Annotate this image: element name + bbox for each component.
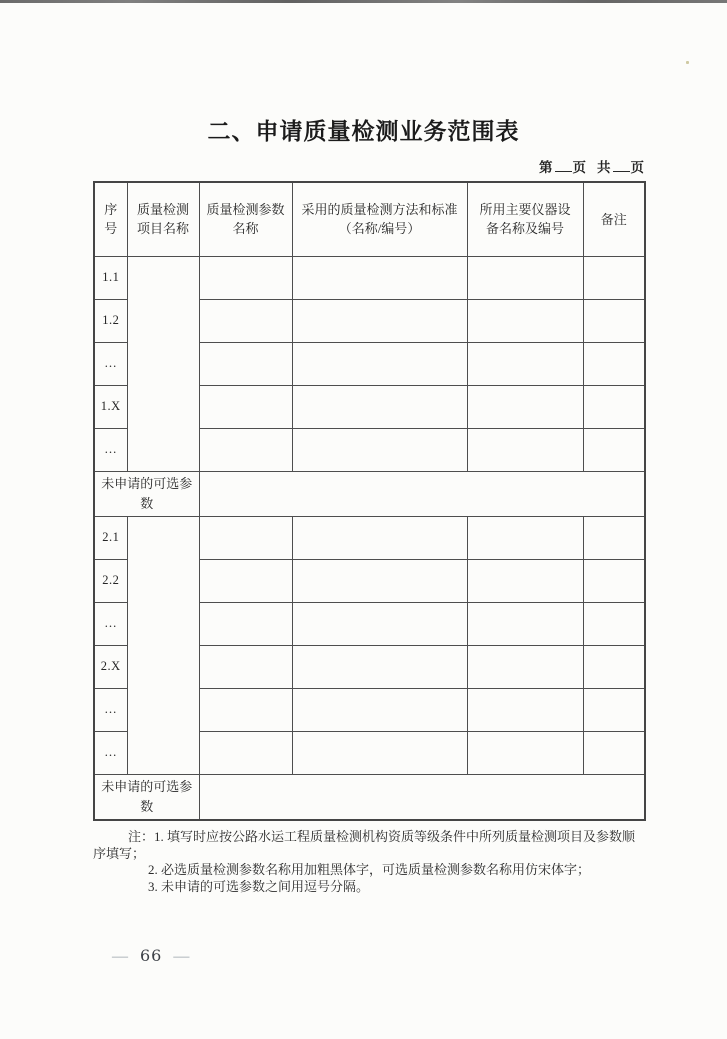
column-header-equipment xyxy=(467,182,583,256)
method-standard-cell xyxy=(292,385,467,428)
table-header-row xyxy=(94,182,645,256)
equipment-cell xyxy=(467,342,583,385)
parameter-name-cell xyxy=(199,559,292,602)
parameter-name-cell xyxy=(199,688,292,731)
page-counter-first-label: 第 xyxy=(539,160,554,175)
header-line: （名称/编号） xyxy=(338,221,421,237)
equipment-cell xyxy=(467,731,583,774)
remarks-cell xyxy=(583,385,645,428)
table-row xyxy=(94,256,645,299)
note-line: 2. 必选质量检测参数名称用加粗黑体字，可选质量检测参数名称用仿宋体字； xyxy=(148,862,591,877)
header-line: 备名称及编号 xyxy=(485,221,564,237)
row-number-cell: 1.X xyxy=(94,385,127,428)
page-number-footer xyxy=(101,946,201,966)
page-counter-of-label: 共 xyxy=(597,160,612,175)
header-line: 号 xyxy=(104,221,118,237)
header-line: 项目名称 xyxy=(136,221,189,237)
row-number-cell: 1.1 xyxy=(94,256,127,299)
page-number-blank xyxy=(555,159,572,172)
equipment-cell xyxy=(467,385,583,428)
parameter-name-cell xyxy=(199,428,292,471)
header-line: 名称 xyxy=(232,221,259,237)
column-header-project-name xyxy=(127,182,199,256)
remarks-cell xyxy=(583,688,645,731)
row-number-cell: 2.2 xyxy=(94,559,127,602)
header-line: 备注 xyxy=(600,211,627,227)
parameter-name-cell xyxy=(199,299,292,342)
remarks-cell xyxy=(583,602,645,645)
note-line: 注：1. 填写时应按公路水运工程质量检测机构资质等级条件中所列质量检测项目及参数顺 xyxy=(128,829,636,844)
optional-params-label-cell: 未申请的可选参数 xyxy=(94,471,199,516)
column-header-remarks xyxy=(583,182,645,256)
parameter-name-cell xyxy=(199,602,292,645)
equipment-cell xyxy=(467,688,583,731)
method-standard-cell xyxy=(292,559,467,602)
equipment-cell xyxy=(467,299,583,342)
equipment-cell xyxy=(467,602,583,645)
optional-params-value-cell xyxy=(199,471,645,516)
column-header-parameter-name xyxy=(199,182,292,256)
footer-page-number: 66 xyxy=(140,946,163,965)
equipment-cell xyxy=(467,516,583,559)
business-scope-table xyxy=(93,181,646,821)
row-number-cell: … xyxy=(94,428,127,471)
optional-params-label-cell: 未申请的可选参数 xyxy=(94,774,199,820)
method-standard-cell xyxy=(292,688,467,731)
optional-params-row xyxy=(94,774,645,820)
remarks-cell xyxy=(583,299,645,342)
parameter-name-cell xyxy=(199,731,292,774)
page-title: 二、申请质量检测业务范围表 xyxy=(207,119,520,144)
method-standard-cell xyxy=(292,602,467,645)
row-number-cell: … xyxy=(94,688,127,731)
footer-dash: — xyxy=(112,948,129,965)
remarks-cell xyxy=(583,559,645,602)
method-standard-cell xyxy=(292,731,467,774)
method-standard-cell xyxy=(292,299,467,342)
method-standard-cell xyxy=(292,428,467,471)
row-number-cell: … xyxy=(94,731,127,774)
method-standard-cell xyxy=(292,516,467,559)
remarks-cell xyxy=(583,342,645,385)
column-header-serial-number xyxy=(94,182,127,256)
parameter-name-cell xyxy=(199,645,292,688)
project-name-cell xyxy=(127,256,199,471)
page-total-blank xyxy=(613,159,630,172)
header-line: 质量检测 xyxy=(136,202,189,218)
remarks-cell xyxy=(583,256,645,299)
column-header-method-standard xyxy=(292,182,467,256)
table-row xyxy=(94,516,645,559)
remarks-cell xyxy=(583,731,645,774)
row-number-cell: 2.1 xyxy=(94,516,127,559)
remarks-cell xyxy=(583,516,645,559)
method-standard-cell xyxy=(292,342,467,385)
header-line: 序 xyxy=(104,202,118,218)
equipment-cell xyxy=(467,428,583,471)
page-counter-unit: 页 xyxy=(572,160,587,175)
remarks-cell xyxy=(583,645,645,688)
optional-params-value-cell xyxy=(199,774,645,820)
footer-dash: — xyxy=(173,948,191,965)
note-line: 序填写； xyxy=(93,845,146,861)
method-standard-cell xyxy=(292,256,467,299)
page-counter-unit-2: 页 xyxy=(630,160,645,175)
equipment-cell xyxy=(467,645,583,688)
project-name-cell xyxy=(127,516,199,774)
scan-edge-artifact xyxy=(0,0,727,3)
optional-params-row xyxy=(94,471,645,516)
method-standard-cell xyxy=(292,645,467,688)
row-number-cell: … xyxy=(94,342,127,385)
equipment-cell xyxy=(467,559,583,602)
form-notes xyxy=(93,829,645,895)
remarks-cell xyxy=(583,428,645,471)
parameter-name-cell xyxy=(199,256,292,299)
scan-speck-artifact xyxy=(686,61,689,64)
header-line: 质量检测参数 xyxy=(206,202,285,218)
parameter-name-cell xyxy=(199,516,292,559)
page-counter xyxy=(539,156,645,176)
header-line: 采用的质量检测方法和标准 xyxy=(301,202,458,218)
row-number-cell: 2.X xyxy=(94,645,127,688)
parameter-name-cell xyxy=(199,385,292,428)
note-line: 3. 未申请的可选参数之间用逗号分隔。 xyxy=(148,878,370,894)
row-number-cell: 1.2 xyxy=(94,299,127,342)
equipment-cell xyxy=(467,256,583,299)
header-line: 所用主要仪器设 xyxy=(479,202,571,218)
row-number-cell: … xyxy=(94,602,127,645)
parameter-name-cell xyxy=(199,342,292,385)
